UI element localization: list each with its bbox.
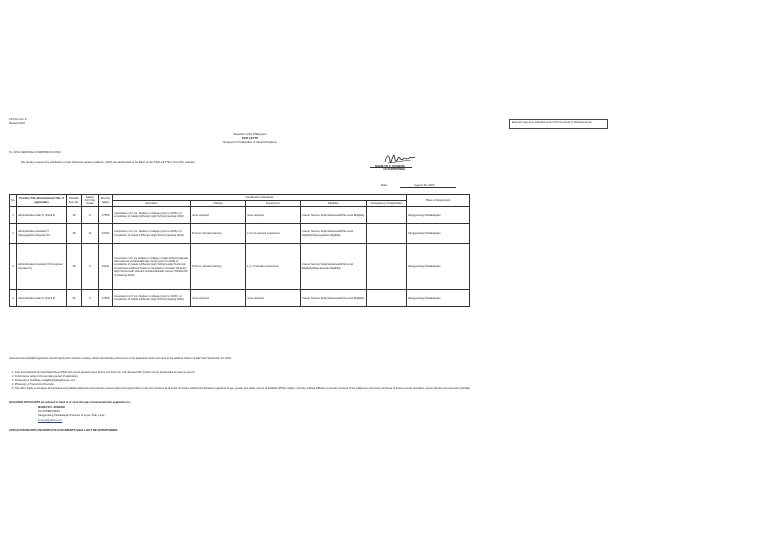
- incomplete-documents-warning: APPLICATIONS WITH INCOMPLETE DOCUMENTS SHALL NOT BE ENTERTAINED.: [9, 428, 119, 432]
- document-title: Request for Publication of Vacant Positions: [223, 140, 277, 144]
- row-assignment: Sangguniang Panlalawigan: [407, 224, 470, 244]
- row-training: none required: [191, 207, 246, 224]
- row-experience: none required: [246, 207, 301, 224]
- row-training: 8 hours' relevant training: [191, 244, 246, 290]
- row-position: Administrative Aide IV (Clerk II): [17, 290, 67, 307]
- interested-applicants-text: Interested and qualified applicants should signify their interest in writing. Attach the following documents to the application letter and send to the address below not later than September 10, 2024.: [9, 357, 232, 360]
- row-item: 20: [67, 290, 82, 307]
- date-value: August 30, 2024: [414, 183, 435, 187]
- row-item: 16: [67, 207, 82, 224]
- row-education: Completion of 2 yrs studies in college or High School graduate with relevant vocational/trade course (prior to 2016) or completion of Grade 12/Senior High School under Technical-Vocational-Livelihood Track or completion of Grade 10/Junior High School with relevant vocational/trade course (TRSDA NC II) (starting 2016): [113, 244, 191, 290]
- table-row: [10, 207, 470, 224]
- table-row: [10, 244, 470, 290]
- table-row: [10, 290, 470, 307]
- header-education: Education: [113, 201, 191, 207]
- row-experience: 1 yr of relevant experience: [246, 244, 301, 290]
- row-item: 18: [67, 244, 82, 290]
- row-eligibility: Career Service Subprofessional/First Level Eligibility/Stenographer Eligibility: [301, 224, 367, 244]
- contact-role: AO SUPERVISING: [38, 410, 61, 413]
- row-eligibility: Career Service Subprofessional/First Level Eligibility: [301, 207, 367, 224]
- date-line: [400, 187, 456, 188]
- header-plantilla: Plantilla Item No.: [67, 195, 82, 207]
- row-education: Completion of 2 yrs. Studies in college (prior to 2016) / or completion of Grade 12/Senior High School (starting 2016): [113, 224, 191, 244]
- date-label: Date:: [381, 183, 388, 187]
- row-assignment: Sangguniang Panlalawigan: [407, 207, 470, 224]
- row-experience: 2 yrs of relevant experience: [246, 224, 301, 244]
- row-experience: none required: [246, 290, 301, 307]
- row-grade: 11: [82, 224, 99, 244]
- row-assignment: Sangguniang Panlalawigan: [407, 290, 470, 307]
- form-revision: Revised 2018: [9, 122, 25, 125]
- row-position: Administrative Aide IV (Clerk II): [17, 207, 67, 224]
- list-item: 2. Performance rating in the last rating period (if applicable);: [12, 375, 79, 378]
- row-item: 38: [67, 224, 82, 244]
- table-row: [10, 224, 470, 244]
- row-position: Administrative Assistant III (Computer Operator II): [17, 244, 67, 290]
- request-text: We hereby request the publication of the following vacant positions, which are authorized to be filled, at the PGO-LEYTE in the CSC website:: [21, 160, 196, 164]
- header-experience: Experience: [246, 201, 301, 207]
- row-training: none required: [191, 290, 246, 307]
- list-item: 5. This office highly encourages all interested and qualified applicants and promotes equal employment opportunities to all most members at all levels of position without discrimination regardless of age, gender and status, person of disability (PWD), religion, ethnicity, political affiliation to include members of the indigenous community and those of diverse sexual orientation, gender identity and expression (SOGIE).: [12, 387, 471, 390]
- header-salary-grade: Salary/ Job/ Pay Grade: [82, 195, 99, 207]
- row-salary: 21211: [99, 244, 113, 290]
- header-position: Position Title (Parenthetical Title, if applicable): [17, 195, 67, 207]
- form-number: CS Form No. 9: [9, 118, 27, 121]
- row-no: 4: [10, 290, 17, 307]
- vacant-positions-table: [9, 194, 470, 307]
- header-eligibility: Eligibility: [301, 201, 367, 207]
- row-no: 1: [10, 207, 17, 224]
- row-competency: [367, 290, 407, 307]
- row-no: 3: [10, 244, 17, 290]
- header-qualification: Qualification Standards: [113, 195, 407, 201]
- contact-office: Sangguniang Panlalawigan Province of Leyte, Palo, Leyte: [38, 414, 105, 417]
- row-eligibility: Career Service Subprofessional/First Level Eligibility/Data Encoder Eligibility: [301, 244, 367, 290]
- row-salary: 17553: [99, 290, 113, 307]
- row-education: Completion of 2 yrs. Studies in college (prior to 2016) / or completion of Grade 12/Senior High School (starting 2016): [113, 207, 191, 224]
- row-competency: [367, 207, 407, 224]
- row-grade: 9: [82, 244, 99, 290]
- row-grade: 6: [82, 207, 99, 224]
- header-no: No.: [10, 195, 17, 207]
- required-documents-list: [12, 371, 471, 391]
- republic-heading: Republic of the Philippines: [233, 132, 267, 136]
- submission-note-box: Electronic copy to be submitted to the CSC FO must be in MS Excel format: [509, 119, 608, 129]
- addressee: To: CIVIL SERVICE COMMISSION (CSC): [9, 150, 62, 154]
- row-salary: 17553: [99, 207, 113, 224]
- header-assignment: Place of Assignment: [407, 195, 470, 207]
- list-item: 3. Photocopy of certificate of eligibility/rating/license; and: [12, 379, 75, 382]
- row-competency: [367, 224, 407, 244]
- row-competency: [367, 244, 407, 290]
- header-monthly-salary: Monthly Salary: [99, 195, 113, 207]
- row-education: Completion of 2 yrs. Studies in college (prior to 2016) / or completion of Grade 12/Senior High School (starting 2016): [113, 290, 191, 307]
- qualified-applicants-text: QUALIFIED APPLICANTS are advised to hand in or send through courier/email their application to:: [9, 401, 131, 404]
- signatory-name: MARILYN C. ROSERO: [375, 164, 405, 168]
- row-salary: 27000: [99, 224, 113, 244]
- row-eligibility: Career Service Subprofessional/First Level Eligibility: [301, 290, 367, 307]
- list-item: 4. Photocopy of Transcript of Records.: [12, 383, 55, 386]
- row-training: 8 hours' relevant training: [191, 224, 246, 244]
- row-position: Administrative Assistant V (Stenographic Reporter III): [17, 224, 67, 244]
- header-competency: Competency (if applicable): [367, 201, 407, 207]
- row-no: 2: [10, 224, 17, 244]
- row-grade: 6: [82, 290, 99, 307]
- header-training: Training: [191, 201, 246, 207]
- contact-name: MARILYN C. ROSERO: [38, 406, 65, 409]
- list-item: 1. Fully accomplished Personal Data Sheet (PDS) with recent passport-sized picture (CS Form No. 212, Revised 2017) which can be downloaded at www.csc.gov.ph;: [12, 371, 196, 374]
- signatory-title: AO SUPERVISING: [383, 168, 406, 171]
- row-assignment: Sangguniang Panlalawigan: [407, 244, 470, 290]
- agency-heading: PGO-LEYTE: [241, 136, 259, 140]
- contact-email-link[interactable]: sp.leyte@yahoo.com: [38, 419, 63, 422]
